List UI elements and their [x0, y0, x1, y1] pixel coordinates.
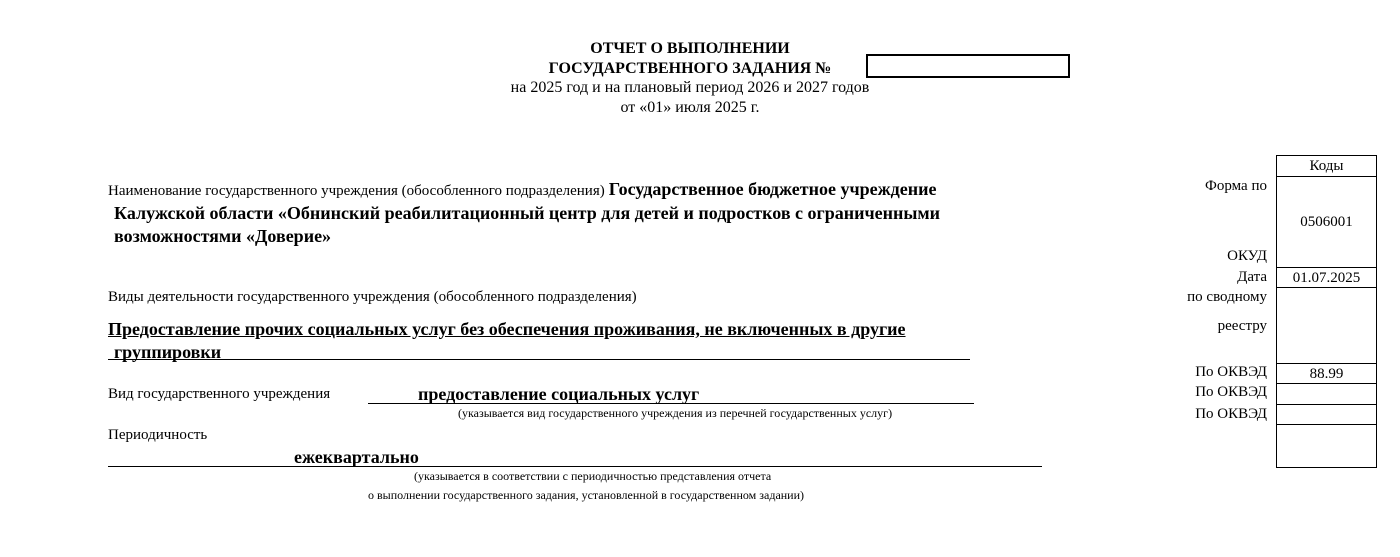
- institution-type-label: Вид государственного учреждения: [108, 386, 331, 402]
- okved-label-1: По ОКВЭД: [1195, 364, 1267, 380]
- institution-type-underline: [368, 403, 974, 404]
- periodicity-hint-line2: о выполнении государственного задания, установленной в государственном задании): [368, 488, 805, 502]
- periodicity-label: Периодичность: [108, 427, 208, 443]
- okud-code-cell[interactable]: 0506001: [1277, 176, 1376, 267]
- codes-header: Коды: [1309, 158, 1344, 174]
- activities-value-line2: группировки: [114, 342, 222, 362]
- activities-label: Виды деятельности государственного учреждения (обособленного подразделения): [108, 289, 637, 305]
- okved-label-2: По ОКВЭД: [1195, 384, 1267, 400]
- okved-code-cell-1[interactable]: 88.99: [1277, 363, 1376, 383]
- institution-type-hint: (указывается вид государственного учреждения из перечней государственных услуг): [458, 406, 893, 420]
- task-number-field[interactable]: [866, 54, 1070, 78]
- institution-label: Наименование государственного учреждения (обособленного подразделения): [108, 183, 605, 199]
- activities-underline: [108, 359, 970, 360]
- okud-label: ОКУД: [1227, 248, 1267, 264]
- extra-code-cell[interactable]: [1277, 424, 1376, 467]
- form-label: Форма по: [1205, 178, 1267, 194]
- institution-type-value: предоставление социальных услуг: [418, 384, 700, 404]
- date-label: Дата: [1237, 269, 1267, 285]
- report-title-line2: ГОСУДАРСТВЕННОГО ЗАДАНИЯ №: [548, 60, 832, 77]
- institution-name-part2: Калужской области «Обнинский реабилитационный центр для детей и подростков с ограниченными: [114, 203, 941, 223]
- codes-table: [1276, 155, 1377, 468]
- okved-code-cell-2[interactable]: [1277, 383, 1376, 404]
- registry-code-cell[interactable]: [1277, 287, 1376, 363]
- report-date: от «01» июля 2025 г.: [620, 99, 760, 116]
- okved-label-3: По ОКВЭД: [1195, 406, 1267, 422]
- okved-code-cell-3[interactable]: [1277, 404, 1376, 424]
- institution-name-part3: возможностями «Доверие»: [114, 226, 332, 246]
- activities-value-line1: Предоставление прочих социальных услуг без обеспечения проживания, не включенных в другие: [108, 319, 906, 339]
- periodicity-underline: [108, 466, 1042, 467]
- registry-label-line2: реестру: [1217, 318, 1267, 334]
- institution-name-part1: Государственное бюджетное учреждение: [608, 179, 937, 199]
- institution-name-row1: [108, 179, 936, 200]
- report-period: на 2025 год и на плановый период 2026 и 2027 годов: [510, 79, 870, 96]
- date-code-cell[interactable]: 01.07.2025: [1277, 267, 1376, 287]
- report-title-line1: ОТЧЕТ О ВЫПОЛНЕНИИ: [590, 40, 790, 57]
- periodicity-value: ежеквартально: [294, 447, 419, 467]
- registry-label-line1: по сводному: [1187, 289, 1267, 305]
- periodicity-hint-line1: (указывается в соответствии с периодичностью представления отчета: [414, 469, 772, 483]
